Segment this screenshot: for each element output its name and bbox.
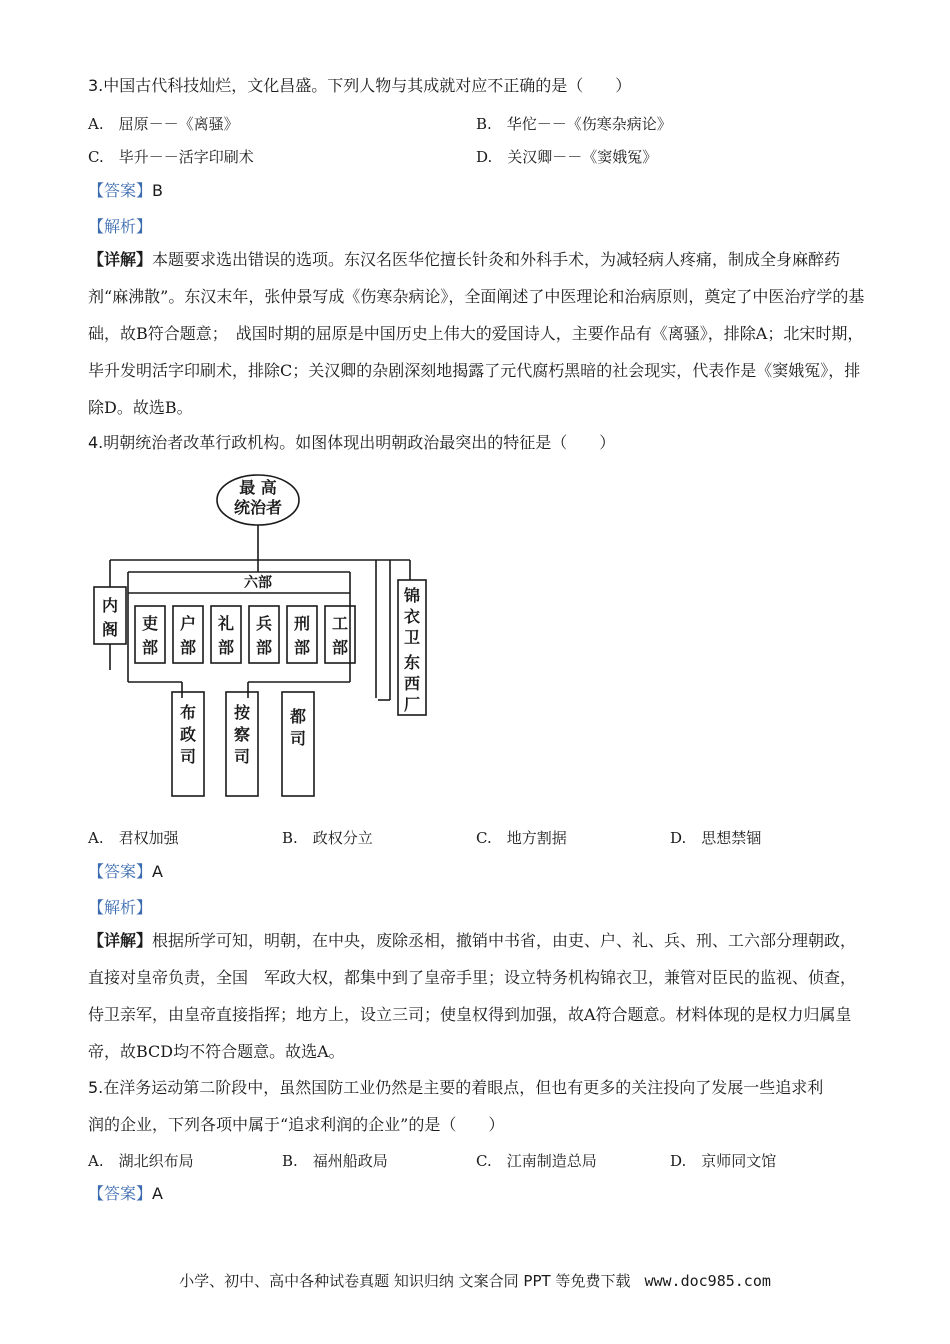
q4-option-b: B. 政权分立 [282, 829, 373, 847]
q4-answer [88, 862, 163, 882]
q5-option-b: B. 福州船政局 [282, 1152, 388, 1170]
ministry-gong-char-1: 工 [331, 614, 349, 633]
q3-analysis-tag: 【解析】 [88, 217, 153, 236]
q3-detail [88, 241, 868, 426]
q4-analysis-tag: 【解析】 [88, 898, 153, 917]
footer-text: 小学、初中、高中各种试卷真题 知识归纳 文案合同 PPT 等免费下载 [179, 1272, 631, 1290]
answer-value: B [152, 181, 163, 200]
detail-text: 根据所学可知，明朝，在中央，废除丞相，撤销中书省，由吏、户、礼、兵、刑、工六部分理朝政，直接对皇帝负责，全国 军政大权，都集中到了皇帝手里；设立特务机构锦衣卫，兼管对臣民的监视、侦查，侍卫亲军，由皇帝直接指挥；地方上，设立三司；使皇权得到加强，故A符合题意。材料体现的是权力归属皇帝，故BCD均不符合题意。故选A。 [88, 931, 857, 1061]
q5-stem-line1: 5.在洋务运动第二阶段中，虽然国防工业仍然是主要的着眼点，但也有更多的关注投向了发展一些追求利 [88, 1078, 824, 1097]
detail-text: 本题要求选出错误的选项。东汉名医华佗擅长针灸和外科手术，为减轻病人疼痛，制成全身麻醉药剂“麻沸散”。东汉末年，张仲景写成《伤寒杂病论》，全面阐述了中医理论和治病原则，奠定了中医治疗学的基础，故B符合题意； 战国时期的屈原是中国历史上伟大的爱国诗人，主要作品有《离骚》，排除A；北宋时期，毕升发明活字印刷术，排除C；关汉卿的杂剧深刻地揭露了元代腐朽黑暗的社会现实，代表作是《窦娥冤》，排除D。故选B。 [88, 250, 865, 417]
jinyiwei-char-1: 锦 [403, 586, 421, 605]
anchasi-char-2: 察 [233, 725, 251, 744]
ministry-hu-char-1: 户 [179, 614, 197, 633]
ministry-xing-char-1: 刑 [293, 614, 311, 633]
supreme-ruler-line2: 统治者 [233, 498, 283, 517]
q3-answer [88, 181, 163, 201]
detail-tag: 【详解】 [88, 931, 153, 950]
six-ministries-label: 六部 [244, 575, 272, 591]
neige-char-2: 阁 [101, 620, 119, 639]
ministry-li2-char-1: 礼 [217, 614, 235, 633]
answer-tag: 【答案】 [88, 862, 153, 881]
detail-tag: 【详解】 [88, 250, 153, 269]
footer-url-link[interactable]: www.doc985.com [644, 1272, 771, 1290]
dusi-char-1: 都 [289, 707, 307, 726]
ming-government-diagram [88, 470, 448, 800]
ministry-bing-char-2: 部 [255, 638, 273, 657]
q5-option-c: C. 江南制造总局 [476, 1152, 597, 1170]
q5-answer [88, 1184, 163, 1204]
q4-option-c: C. 地方割据 [476, 829, 567, 847]
buzhengsi-char-1: 布 [179, 703, 197, 722]
anchasi-char-1: 按 [233, 703, 251, 722]
q5-option-d: D. 京师同文馆 [670, 1152, 777, 1170]
ministry-gong-char-2: 部 [331, 638, 349, 657]
answer-tag: 【答案】 [88, 1184, 153, 1203]
neige-char-1: 内 [101, 596, 119, 615]
q3-option-d: D. 关汉卿－－《窦娥冤》 [476, 148, 658, 166]
ministry-li-char-2: 部 [141, 638, 159, 657]
dongxichang-char-1: 东 [403, 653, 421, 672]
dongxichang-char-2: 西 [403, 674, 421, 693]
answer-tag: 【答案】 [88, 181, 153, 200]
ministry-xing-char-2: 部 [293, 638, 311, 657]
q3-option-b: B. 华佗－－《伤寒杂病论》 [476, 115, 672, 133]
answer-value: A [152, 1184, 163, 1203]
dusi-char-2: 司 [289, 729, 307, 748]
q3-option-c: C. 毕升－－活字印刷术 [88, 148, 254, 166]
dongxichang-char-3: 厂 [403, 695, 421, 714]
answer-value: A [152, 862, 163, 881]
ministry-hu-char-2: 部 [179, 638, 197, 657]
ministry-li2-char-2: 部 [217, 638, 235, 657]
ministry-bing-char-1: 兵 [255, 614, 273, 633]
page-footer [0, 1270, 950, 1291]
supreme-ruler-line1: 最 高 [239, 478, 277, 497]
jinyiwei-char-3: 卫 [403, 628, 421, 647]
q4-option-d: D. 思想禁锢 [670, 829, 762, 847]
buzhengsi-char-2: 政 [179, 725, 197, 744]
q3-option-a: A. 屈原－－《离骚》 [88, 115, 239, 133]
anchasi-char-3: 司 [233, 747, 251, 766]
q4-option-a: A. 君权加强 [88, 829, 179, 847]
q4-detail [88, 922, 868, 1070]
buzhengsi-char-3: 司 [179, 747, 197, 766]
jinyiwei-char-2: 衣 [403, 607, 421, 626]
ministry-li-char-1: 吏 [141, 614, 159, 633]
q4-stem: 4.明朝统治者改革行政机构。如图体现出明朝政治最突出的特征是（ ） [88, 433, 616, 452]
q3-stem: 3.中国古代科技灿烂，文化昌盛。下列人物与其成就对应不正确的是（ ） [88, 76, 632, 95]
q5-option-a: A. 湖北织布局 [88, 1152, 194, 1170]
q5-stem-line2: 润的企业，下列各项中属于“追求利润的企业”的是（ ） [88, 1115, 505, 1134]
